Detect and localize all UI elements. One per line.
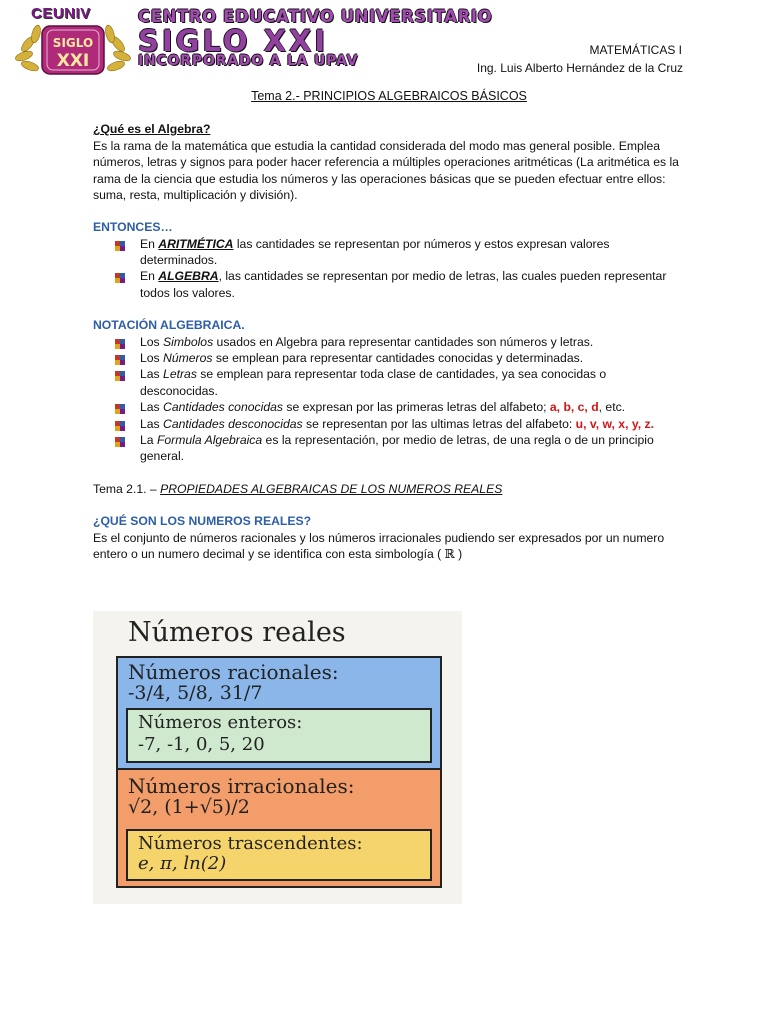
subtopic-prefix: Tema 2.1. –	[93, 482, 161, 496]
page-title: Tema 2.- PRINCIPIOS ALGEBRAICOS BÁSICOS	[251, 89, 527, 103]
quad-arrow-bullet-icon	[115, 337, 125, 347]
reals-symbol: ℝ	[444, 547, 455, 562]
entonces-heading: ENTONCES…	[93, 220, 173, 234]
reales-text-body: Es el conjunto de números racionales y los números irracionales pudiendo ser expresados por un numero entero o un numero decimal y se identifica con esta simbología (	[93, 530, 665, 562]
item-highlight: u, v, w, x, y, z.	[575, 416, 654, 431]
item-prefix: En	[140, 236, 159, 251]
item-prefix: Las	[140, 367, 164, 382]
item-prefix: Los	[140, 334, 164, 349]
institution-name: CENTRO EDUCATIVO UNIVERSITARIO	[138, 7, 493, 26]
institution-siglo: SIGLO XXI	[138, 24, 329, 58]
item-text: las cantidades se representan por números y estos expresan valores determinados.	[140, 236, 610, 267]
integer-examples: -7, -1, 0, 5, 20	[138, 734, 265, 755]
reales-text	[93, 530, 683, 563]
integer-numbers-box	[126, 708, 432, 763]
item-term: Letras	[163, 367, 197, 382]
list-item	[93, 366, 683, 399]
transcendental-numbers-box	[126, 829, 432, 881]
quad-arrow-bullet-icon	[115, 271, 125, 281]
quad-arrow-bullet-icon	[115, 239, 125, 249]
entonces-list	[93, 236, 683, 302]
logo-text: CEUNIV	[31, 5, 91, 22]
reales-section	[93, 513, 683, 563]
quad-arrow-bullet-icon	[115, 369, 125, 379]
quad-arrow-bullet-icon	[115, 353, 125, 363]
item-term: Simbolos	[163, 334, 214, 349]
rational-examples: -3/4, 5/8, 31/7	[128, 682, 263, 704]
item-text: se emplean para representar cantidades conocidas y determinadas.	[212, 351, 584, 365]
intro-question: ¿Qué es el Algebra?	[93, 122, 211, 136]
item-text: se expresan por las primeras letras del alfabeto;	[282, 400, 550, 415]
notacion-list	[93, 334, 683, 465]
transcendental-label: Números trascendentes:	[138, 833, 363, 854]
item-prefix: Las	[140, 400, 164, 415]
logo-emblem-line1: SIGLO	[52, 36, 94, 50]
item-text: se emplean para representar toda clase de cantidades, ya sea conocidas o desconocidas.	[140, 367, 607, 398]
logo-emblem-line2: XXI	[56, 51, 90, 71]
list-item	[93, 268, 683, 301]
item-term: Formula Algebraica	[156, 433, 263, 448]
item-text: es la representación, por medio de letras, de una regla o de un principio general.	[140, 433, 654, 464]
item-prefix: Las	[140, 416, 164, 431]
list-item	[93, 416, 683, 432]
quad-arrow-bullet-icon	[115, 419, 125, 429]
transcendental-examples: e, π, ln(2)	[138, 853, 227, 874]
item-text: usados en Algebra para representar cantidades son números y letras.	[213, 334, 594, 349]
entonces-section	[93, 219, 683, 301]
list-item	[93, 236, 683, 269]
integer-label: Números enteros:	[138, 712, 303, 733]
intro-text: Es la rama de la matemática que estudia la cantidad considerada del modo mas general posible. Emplea números, letras y signos para poder hacer referencia a múltiples operaciones aritméticas (La aritmética es la rama de la ciencia que estudia los números y las operaciones básicas que se pueden efectuar entre ellos: suma, resta, multiplicación y división).	[93, 138, 679, 203]
notacion-section	[93, 317, 683, 465]
list-item	[93, 399, 683, 415]
course-name: MATEMÁTICAS I	[589, 43, 682, 57]
institution-incorporation: INCORPORADO A LA UPAV	[138, 53, 359, 69]
item-term: Cantidades conocidas	[163, 400, 283, 415]
irrational-label: Números irracionales:	[128, 774, 355, 798]
real-numbers-figure	[93, 611, 462, 904]
item-term: Números	[163, 351, 213, 365]
quad-arrow-bullet-icon	[115, 435, 125, 445]
item-term: Cantidades desconocidas	[163, 416, 303, 431]
irrational-examples: √2, (1+√5)/2	[128, 796, 250, 818]
item-prefix: La	[140, 433, 157, 448]
item-term: ALGEBRA	[158, 269, 219, 284]
quad-arrow-bullet-icon	[115, 402, 125, 412]
rational-numbers-box	[116, 656, 442, 770]
item-prefix: Los	[140, 351, 164, 365]
notacion-heading: NOTACIÓN ALGEBRAICA.	[93, 318, 245, 332]
item-term: ARITMÉTICA	[158, 236, 234, 251]
list-item	[93, 334, 683, 350]
irrational-numbers-box	[116, 768, 442, 888]
figure-title: Números reales	[128, 617, 346, 648]
teacher-name: Ing. Luis Alberto Hernández de la Cruz	[476, 61, 683, 75]
list-item	[93, 350, 683, 366]
subtopic-title: PROPIEDADES ALGEBRAICAS DE LOS NUMEROS REALES	[160, 482, 503, 496]
item-text: , las cantidades se representan por medio de letras, las cuales pueden representar todos los valores.	[140, 269, 667, 300]
rational-label: Números racionales:	[128, 660, 339, 684]
intro-section	[93, 121, 683, 204]
list-item	[93, 432, 683, 465]
item-highlight: a, b, c, d	[549, 400, 599, 415]
reales-heading: ¿QUÉ SON LOS NUMEROS REALES?	[93, 514, 312, 528]
subtopic-line	[93, 481, 683, 498]
item-prefix: En	[140, 269, 159, 284]
item-text: se representan por las ultimas letras del alfabeto:	[302, 416, 576, 431]
reales-text-close: )	[454, 547, 463, 562]
item-tail: , etc.	[598, 400, 626, 415]
